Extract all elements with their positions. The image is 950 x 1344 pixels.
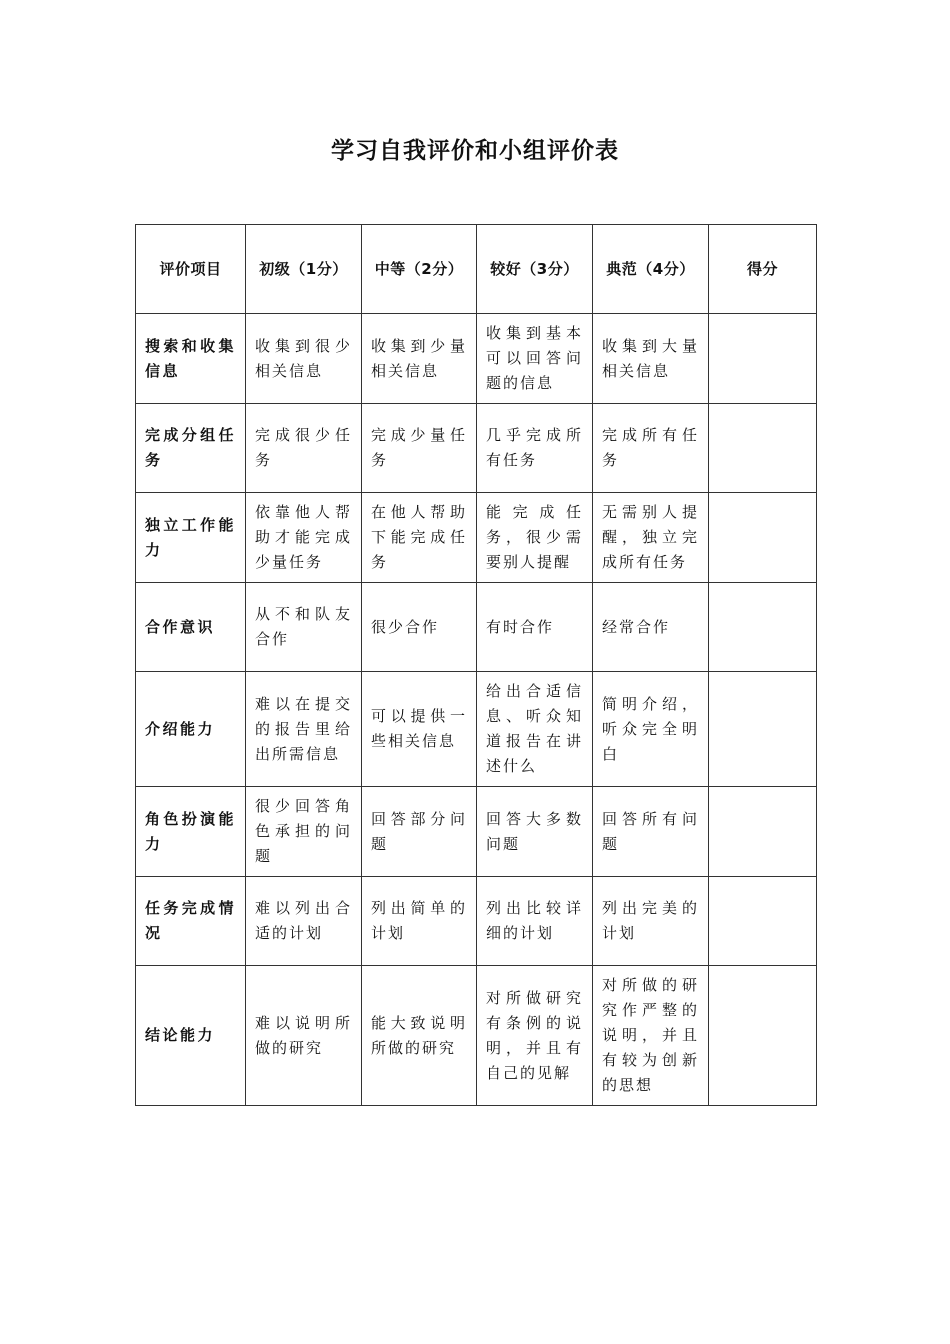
table-row (136, 314, 817, 404)
cell-level-4: 对所做的研究作严整的说明，并且有较为创新的思想 (593, 966, 709, 1106)
cell-level-2: 完成少量任务 (362, 404, 477, 493)
cell-level-2: 回答部分问题 (362, 787, 477, 877)
cell-level-4: 简明介绍，听众完全明白 (593, 672, 709, 787)
table-row (136, 672, 817, 787)
row-item: 搜索和收集信息 (136, 314, 246, 404)
row-item: 合作意识 (136, 583, 246, 672)
cell-level-4: 经常合作 (593, 583, 709, 672)
cell-level-3: 几乎完成所有任务 (477, 404, 593, 493)
cell-level-4: 收集到大量相关信息 (593, 314, 709, 404)
cell-level-1: 完成很少任务 (246, 404, 362, 493)
document-title: 学习自我评价和小组评价表 (331, 138, 619, 164)
cell-level-2: 在他人帮助下能完成任务 (362, 493, 477, 583)
cell-score[interactable] (709, 493, 817, 583)
row-item: 完成分组任务 (136, 404, 246, 493)
cell-level-3: 回答大多数问题 (477, 787, 593, 877)
cell-level-3: 收集到基本可以回答问题的信息 (477, 314, 593, 404)
cell-level-3: 能完成任务，很少需要别人提醒 (477, 493, 593, 583)
cell-level-1: 从不和队友合作 (246, 583, 362, 672)
cell-score[interactable] (709, 404, 817, 493)
table-row (136, 493, 817, 583)
row-item: 角色扮演能力 (136, 787, 246, 877)
cell-level-2: 可以提供一些相关信息 (362, 672, 477, 787)
cell-level-1: 很少回答角色承担的问题 (246, 787, 362, 877)
cell-score[interactable] (709, 672, 817, 787)
row-item: 结论能力 (136, 966, 246, 1106)
table-row (136, 787, 817, 877)
table-row (136, 583, 817, 672)
table-row (136, 966, 817, 1106)
header-level-2: 中等（2分） (362, 225, 477, 314)
cell-level-1: 难以说明所做的研究 (246, 966, 362, 1106)
cell-score[interactable] (709, 787, 817, 877)
cell-level-4: 回答所有问题 (593, 787, 709, 877)
cell-score[interactable] (709, 877, 817, 966)
evaluation-table (135, 224, 817, 1106)
row-item: 独立工作能力 (136, 493, 246, 583)
cell-score[interactable] (709, 583, 817, 672)
header-level-4: 典范（4分） (593, 225, 709, 314)
header-score: 得分 (709, 225, 817, 314)
cell-level-1: 收集到很少相关信息 (246, 314, 362, 404)
cell-level-3: 有时合作 (477, 583, 593, 672)
cell-level-3: 列出比较详细的计划 (477, 877, 593, 966)
cell-level-1: 难以列出合适的计划 (246, 877, 362, 966)
header-level-1: 初级（1分） (246, 225, 362, 314)
cell-level-2: 列出简单的计划 (362, 877, 477, 966)
cell-score[interactable] (709, 966, 817, 1106)
cell-level-3: 给出合适信息、听众知道报告在讲述什么 (477, 672, 593, 787)
header-item: 评价项目 (136, 225, 246, 314)
header-level-3: 较好（3分） (477, 225, 593, 314)
row-item: 介绍能力 (136, 672, 246, 787)
table-row (136, 404, 817, 493)
cell-level-4: 完成所有任务 (593, 404, 709, 493)
cell-level-1: 依靠他人帮助才能完成少量任务 (246, 493, 362, 583)
cell-level-1: 难以在提交的报告里给出所需信息 (246, 672, 362, 787)
cell-level-2: 能大致说明所做的研究 (362, 966, 477, 1106)
table-header-row (136, 225, 817, 314)
cell-level-3: 对所做研究有条例的说明，并且有自己的见解 (477, 966, 593, 1106)
cell-level-4: 无需别人提醒，独立完成所有任务 (593, 493, 709, 583)
cell-level-2: 收集到少量相关信息 (362, 314, 477, 404)
cell-level-2: 很少合作 (362, 583, 477, 672)
cell-score[interactable] (709, 314, 817, 404)
row-item: 任务完成情况 (136, 877, 246, 966)
table-row (136, 877, 817, 966)
cell-level-4: 列出完美的计划 (593, 877, 709, 966)
